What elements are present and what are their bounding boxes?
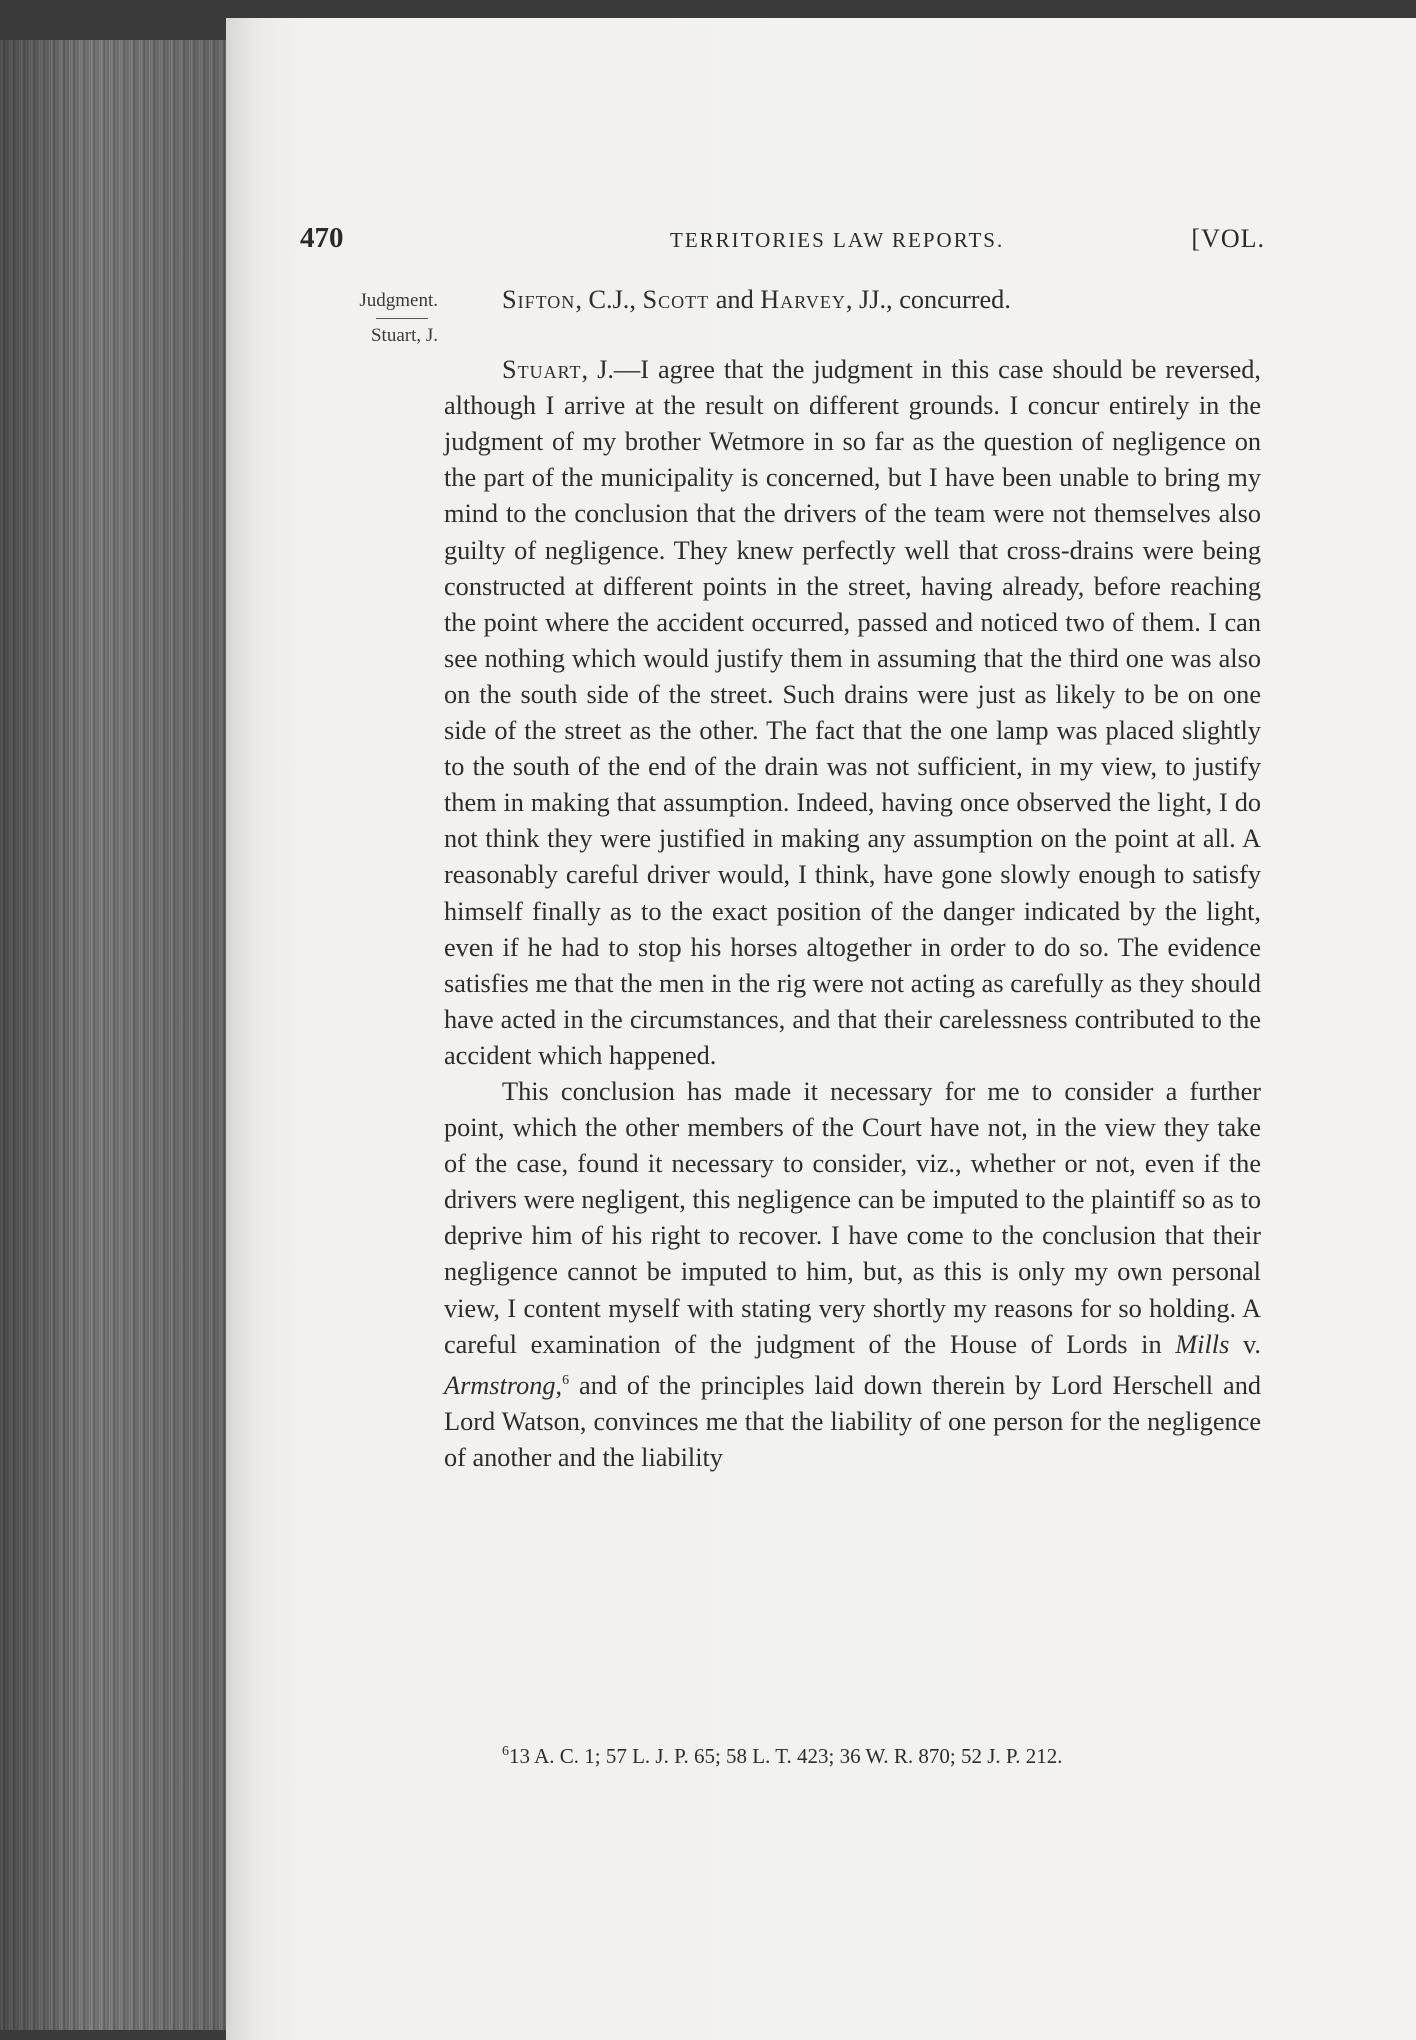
volume-label: [VOL. — [1191, 224, 1265, 253]
paragraph: This conclusion has made it necessary for me to consider a further point, which the other members of the Court have not, in the view they take of the case, found it necessary to consider, viz., whether or not, even if the drivers were negligent, this negligence can be imputed to the plaintiff so as to deprive him of his right to recover. I have come to the conclusion that their negligence cannot be imputed to him, but, as this is only my own personal view, I content myself with stating very shortly my reasons for so holding. A careful examination of the judgment of the House of Lords in Mills v. Armstrong,$^6$ and of the principles laid down therein by Lord Herschell and Lord Watson, convinces me that the liability of one person for the negligence of another and the liability — [444, 1076, 1261, 1472]
concurrence-text: , C.J., — [575, 285, 643, 314]
judgment-text — [444, 282, 1261, 1476]
margin-note-divider — [376, 318, 428, 319]
page-edges-shadow — [0, 40, 232, 2030]
page-number: 470 — [300, 222, 344, 254]
concurrence-text: , JJ., concurred. — [845, 285, 1011, 314]
paragraph-text: , J.—I agree that the judgment in this case should be reversed, although I arrive at the result on different grounds. I concur entirely in the judgment of my brother Wetmore in so far as the question of negligence on the part of the municipality is concerned, but I have been unable to bring my mind to the conclusion that the drivers of the team were not themselves also guilty of negligence. They knew perfectly well that cross-drains were being constructed at different points in the street, having already, before reaching the point where the accident occurred, passed and noticed two of them. I can see nothing which would justify them in assuming that the third one was also on the south side of the street. Such drains were just as likely to be on one side of the street as the other. The fact that the one lamp was placed slightly to the south of the end of the drain was not sufficient, in my view, to justify them in making that assumption. Indeed, having once observed the light, I do not think they were justified in making any assumption on the point at all. A reasonably careful driver would, I think, have gone slowly enough to satisfy himself finally as to the exact position of the danger indicated by the light, even if he had to stop his horses altogether in order to do so. The evidence satisfies me that the men in the rig were not acting as carefully as they should have acted in the circumstances, and that their carelessness contributed to the accident which happened. — [444, 355, 1261, 1070]
footnote-reference: 6 — [562, 1372, 570, 1388]
concurrence-line — [444, 282, 1261, 318]
footnote — [444, 1738, 1254, 1770]
case-name: Mills — [1175, 1329, 1230, 1359]
judge-name: Stuart — [502, 355, 582, 385]
page-header — [300, 222, 1265, 262]
margin-notes — [318, 290, 438, 347]
judge-name: Scott — [642, 285, 710, 314]
judge-name: Harvey — [760, 285, 846, 314]
case-name: Armstrong — [444, 1370, 556, 1400]
footnote-marker: 6 — [502, 1744, 509, 1759]
paragraph-text: This conclusion has made it necessary for me to consider a further point, which the other members of the Court have not, in the view they take of the case, found it necessary to consider, viz., whether or not, even if the drivers were negligent, this negligence can be imputed to the plaintiff so as to deprive him of his right to recover. I have come to the conclusion that their negligence cannot be imputed to him, but, as this is only my own personal view, I content myself with stating very shortly my reasons for so holding. A careful examination of the judgment of the House of Lords in — [444, 1076, 1261, 1359]
footnote-text: 13 A. C. 1; 57 L. J. P. 65; 58 L. T. 423; 36 W. R. 870; 52 J. P. 212. — [509, 1744, 1063, 1768]
margin-note-judge: Stuart, J. — [370, 325, 438, 346]
running-title: TERRITORIES LAW REPORTS. — [670, 228, 1005, 252]
paragraph-text: and of the principles laid down therein by Lord Herschell and Lord Watson, convinces me that the liability of one person for the negligence of another and the liability — [444, 1370, 1261, 1472]
case-separator: v. — [1229, 1329, 1261, 1359]
concurrence-text: and — [709, 285, 761, 314]
paragraph — [444, 352, 1261, 1074]
margin-note-judgment: Judgment. — [359, 290, 438, 311]
judge-name: Sifton — [502, 285, 576, 314]
